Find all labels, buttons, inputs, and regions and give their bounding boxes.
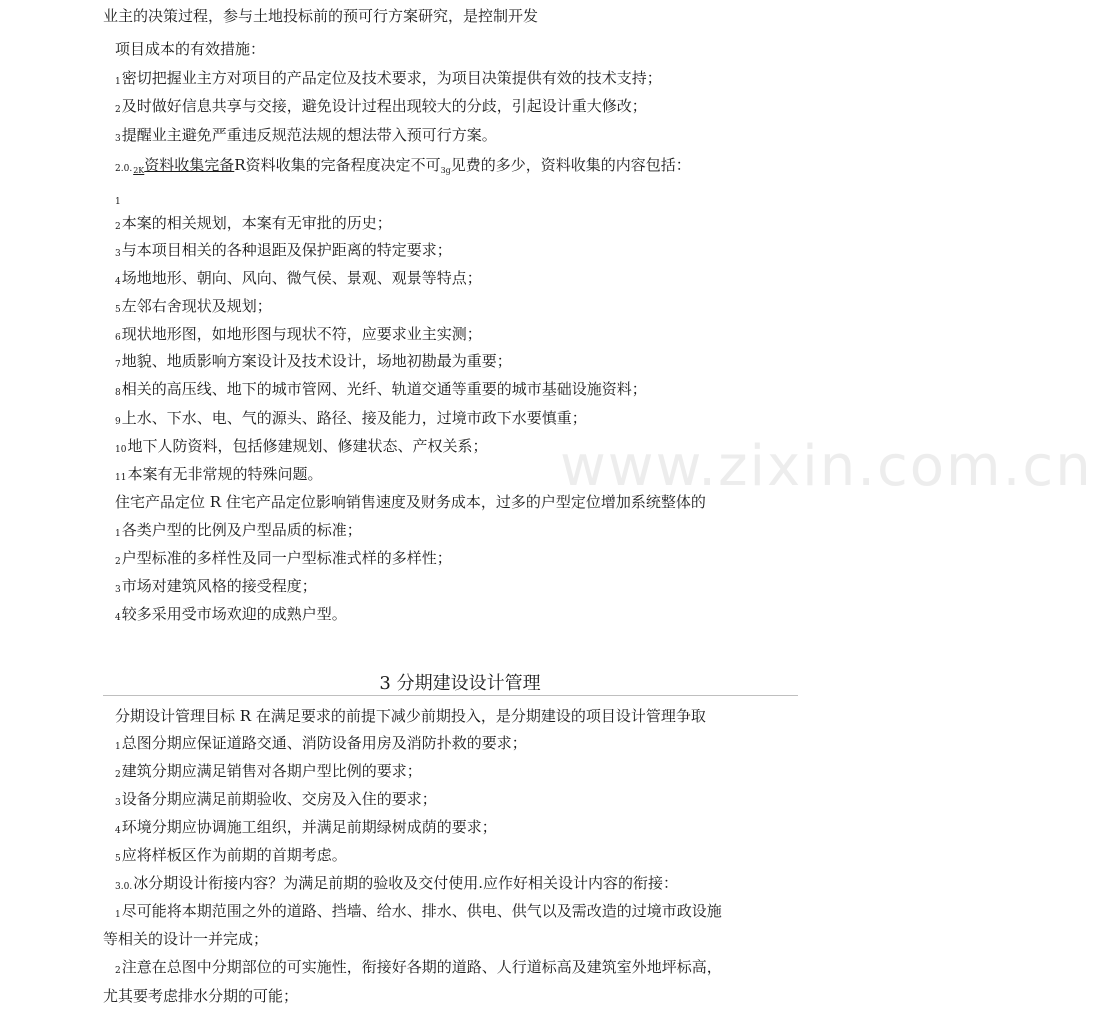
- list-item: 2本案的相关规划，本案有无审批的历史；: [115, 214, 392, 232]
- list-item: 4较多采用受市场欢迎的成熟户型。: [115, 605, 347, 623]
- list-item: 1密切把握业主方对项目的产品定位及技术要求，为项目决策提供有效的技术支持；: [115, 69, 662, 87]
- heading-divider: [103, 695, 798, 696]
- intro-line-1: 业主的决策过程，参与土地投标前的预可行方案研究，是控制开发: [103, 7, 539, 25]
- list-item: 4环境分期应协调施工组织，并满足前期绿树成荫的要求；: [115, 818, 497, 836]
- list-item: 5左邻右舍现状及规划；: [115, 297, 272, 315]
- list-item: 2户型标准的多样性及同一户型标准式样的多样性；: [115, 549, 452, 567]
- list-item: 1各类户型的比例及户型品质的标准；: [115, 521, 362, 539]
- product-positioning-title: 住宅产品定位 R 住宅产品定位影响销售速度及财务成本，过多的户型定位增加系统整体的: [115, 493, 706, 511]
- detail-item-line: 1尽可能将本期范围之外的道路、挡墙、给水、排水、供电、供气以及需改造的过境市政设施: [115, 902, 722, 920]
- list-item: 3设备分期应满足前期验收、交房及入住的要求；: [115, 790, 437, 808]
- intro-line-2: 项目成本的有效措施：: [115, 40, 266, 58]
- list-item: 6现状地形图，如地形图与现状不符，应要求业主实测；: [115, 325, 482, 343]
- list-item: 5应将样板区作为前期的首期考虑。: [115, 846, 347, 864]
- list-item: 4场地地形、朝向、风向、微气侯、景观、观景等特点；: [115, 269, 482, 287]
- section-3-heading: 3 分期建设设计管理: [379, 673, 541, 694]
- detail-item-line: 尤其要考虑排水分期的可能；: [103, 987, 299, 1005]
- list-item: 3市场对建筑风格的接受程度；: [115, 577, 317, 595]
- watermark: www.zixin.com.cn: [560, 434, 1093, 499]
- section-3-goal: 分期设计管理目标 R 在满足要求的前提下减少前期投入，是分期建设的项目设计管理争取: [115, 707, 706, 725]
- list-item: 11本案有无非常规的特殊问题。: [115, 465, 323, 483]
- list-item: 1总图分期应保证道路交通、消防设备用房及消防扑救的要求；: [115, 734, 527, 752]
- list-item: 8相关的高压线、地下的城市管网、光纤、轨道交通等重要的城市基础设施资料；: [115, 380, 647, 398]
- detail-item-line: 等相关的设计一并完成；: [103, 930, 269, 948]
- list-item: 1: [115, 197, 121, 207]
- list-item: 3提醒业主避免严重违反规范法规的想法带入预可行方案。: [115, 126, 497, 144]
- section-heading-collection: $2.0._{2K}$资料收集完备R资料收集的完备程度决定不可$_{3g}$见费的多少，资料收集的内容包括：: [115, 156, 691, 175]
- list-item: 3与本项目相关的各种退距及保护距离的特定要求；: [115, 241, 452, 259]
- section-3-sub-heading: 3.0.冰分期设计衔接内容？为满足前期的验收及交付使用.应作好相关设计内容的衔接：: [115, 874, 678, 892]
- list-item: 2建筑分期应满足销售对各期户型比例的要求；: [115, 762, 422, 780]
- list-item: 10地下人防资料，包括修建规划、修建状态、产权关系；: [115, 437, 488, 455]
- list-item: 9上水、下水、电、气的源头、路径、接及能力，过境市政下水要慎重；: [115, 409, 587, 427]
- detail-item-line: 2注意在总图中分期部位的可实施性，衔接好各期的道路、人行道标高及建筑室外地坪标高，: [115, 958, 722, 976]
- list-item: 2及时做好信息共享与交接，避免设计过程出现较大的分歧，引起设计重大修改；: [115, 97, 647, 115]
- list-item: 7地貌、地质影响方案设计及技术设计，场地初勘最为重要；: [115, 352, 512, 370]
